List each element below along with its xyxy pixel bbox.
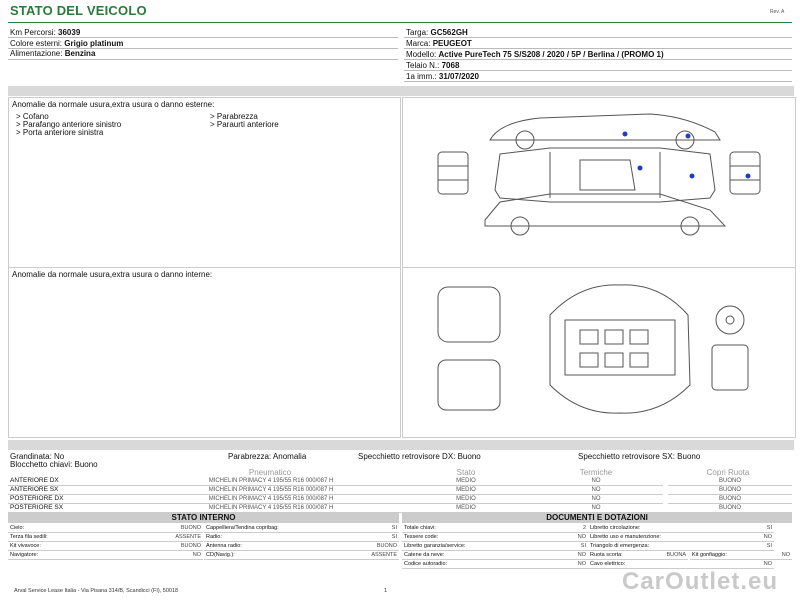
damage-dot (746, 174, 751, 179)
damage-dot (690, 174, 695, 179)
cell-value: NO (577, 534, 586, 540)
cell-value: SI (391, 534, 397, 540)
cell-label: Terza fila sedili: (10, 534, 48, 540)
cell-label: Libretto garanzia/service: (404, 543, 466, 549)
steering-wheel-icon (716, 306, 744, 334)
side-view-top (490, 114, 720, 140)
fuel-value: Benzina (64, 49, 96, 58)
cell-value: ASSENTE (175, 534, 201, 540)
cell-value: ASSENTE (371, 552, 397, 558)
document-cell (402, 560, 588, 569)
cover-header: Copri Ruota (706, 468, 750, 477)
damage-item: > Parafango anteriore sinistro (16, 120, 122, 129)
fuel-label: Alimentazione: (10, 49, 63, 58)
cell-label: Navigatore: (10, 552, 39, 558)
cell-label: Catene da neve: (404, 552, 445, 558)
cell-value: BUONA (666, 552, 686, 558)
cell-label: Antenna radio: (206, 543, 242, 549)
tyre-position: ANTERIORE SX (10, 486, 59, 493)
document-cell (588, 551, 688, 560)
divider (404, 70, 792, 71)
cell-value: NO (577, 552, 586, 558)
tyre-wear: NO (591, 496, 601, 502)
km-value: 36039 (58, 28, 81, 37)
cell-label: Libretto uso e manutenzione: (590, 534, 661, 540)
internal-state-cell (204, 533, 399, 542)
watermark: CarOutlet.eu (622, 568, 779, 595)
front-view (438, 152, 468, 194)
damage-item: > Cofano (16, 112, 49, 121)
tyre-wear: NO (591, 505, 601, 511)
internal-state-cell (204, 524, 399, 533)
tyre-state: MEDIO (456, 496, 476, 502)
internal-state-cell (8, 551, 203, 560)
divider (404, 81, 792, 82)
cell-label: Cielo: (10, 525, 25, 531)
color-value: Grigio platinum (64, 39, 124, 48)
mirror-right-status: Specchietto retrovisore DX: Buono (358, 452, 481, 461)
divider (404, 59, 792, 60)
tyre-table (8, 477, 663, 513)
header-divider (8, 22, 792, 23)
cover-row: BUONO (668, 486, 792, 495)
windshield-status: Parabrezza: Anomalia (228, 452, 307, 461)
color-label: Colore esterni: (10, 39, 63, 48)
fuel-row (10, 49, 95, 59)
km-label: Km Percorsi: (10, 28, 56, 37)
cell-label: CD(Navig.): (206, 552, 235, 558)
page-number: 1 (384, 588, 388, 594)
cover-table (668, 477, 792, 513)
plate-value: GC562GH (430, 28, 468, 37)
cell-label: Tessere code: (404, 534, 439, 540)
revision-label: Rev. A (770, 9, 785, 15)
internal-state-cell (8, 542, 203, 551)
external-damage-list-2 (210, 113, 279, 129)
document-cell (402, 533, 588, 542)
cell-value: BUONO (376, 543, 397, 549)
cell-value: NO (781, 552, 790, 558)
tyre-position: POSTERIORE SX (10, 504, 64, 511)
cell-value: 2 (582, 525, 586, 531)
frame-value: 7068 (441, 61, 460, 70)
tyre-model: MICHELIN PRIMACY 4 195/55 R16 000/087 H (208, 496, 334, 502)
damage-item: > Parabrezza (210, 112, 258, 121)
divider (404, 48, 792, 49)
tyre-state: MEDIO (456, 487, 476, 493)
internal-damage-panel (8, 267, 401, 438)
damage-dot (623, 132, 628, 137)
tyre-model: MICHELIN PRIMACY 4 195/55 R16 000/087 H (208, 487, 334, 493)
cell-value: SI (766, 525, 772, 531)
tyre-row (8, 495, 663, 504)
dashboard-view (438, 287, 500, 342)
rear-view (730, 152, 760, 194)
model-value: Active PureTech 75 S/S208 / 2020 / 5P / Berlina / (PROMO 1) (438, 50, 664, 59)
document-cell (402, 551, 588, 560)
frame-label: Telaio N.: (406, 61, 440, 70)
divider (8, 37, 398, 38)
section-band (8, 86, 794, 96)
page-title: STATO DEL VEICOLO (10, 3, 147, 18)
document-cell (402, 542, 588, 551)
hail-status: Grandinata: No (10, 452, 65, 461)
internal-state-cell (204, 542, 399, 551)
section-band (8, 440, 794, 450)
cell-label: Totale chiavi: (404, 525, 436, 531)
cover-row: BUONO (668, 504, 792, 513)
cover-row: BUONO (668, 495, 792, 504)
tyre-position: POSTERIORE DX (10, 495, 64, 502)
cell-label: Cavo elettrico: (590, 561, 626, 567)
document-cell (588, 542, 774, 551)
mirror-left-status: Specchietto retrovisore SX: Buono (578, 452, 701, 461)
cell-label: Kit vivavoce: (10, 543, 41, 549)
damage-item: > Paraurti anteriore (210, 120, 279, 129)
tyre-header: Pneumatico (248, 468, 292, 477)
cell-label: Triangolo di emergenza: (590, 543, 650, 549)
tyre-row (8, 486, 663, 495)
tyre-wear: NO (591, 478, 601, 484)
document-cell (588, 533, 774, 542)
document-cell (402, 524, 588, 533)
divider (8, 59, 398, 60)
damage-item: > Porta anteriore sinistra (16, 128, 104, 137)
external-damage-title: Anomalie da normale usura,extra usura o danno esterne: (12, 100, 215, 109)
internal-damage-title: Anomalie da normale usura,extra usura o danno interne: (12, 270, 213, 279)
registration-label: 1a imm.: (406, 72, 437, 81)
damage-dot (686, 134, 691, 139)
console-view (712, 345, 748, 390)
cell-value: NO (577, 561, 586, 567)
tyre-state: MEDIO (456, 478, 476, 484)
state-header: Stato (456, 468, 476, 477)
roof-outline (580, 160, 635, 190)
cell-label: Cappelliera/Tendina copribag: (206, 525, 279, 531)
cell-value: NO (192, 552, 201, 558)
document-cell (690, 551, 792, 560)
internal-state-title: STATO INTERNO (8, 512, 399, 523)
cover-row: BUONO (668, 477, 792, 486)
model-label: Modello: (406, 50, 437, 59)
cell-value: SI (391, 525, 397, 531)
cell-label: Ruota scorta: (590, 552, 623, 558)
cell-value: SI (580, 543, 586, 549)
cell-label: Libretto circolazione: (590, 525, 641, 531)
internal-state-cell (8, 524, 203, 533)
divider (8, 48, 398, 49)
cell-value: BUONO (180, 525, 201, 531)
cell-value: BUONO (180, 543, 201, 549)
damage-dot (638, 166, 643, 171)
internal-state-cell (204, 551, 399, 560)
brand-label: Marca: (406, 39, 431, 48)
internal-state-cell (8, 533, 203, 542)
side-view-bottom (485, 194, 725, 226)
cell-value: SI (766, 543, 772, 549)
tyre-model: MICHELIN PRIMACY 4 195/55 R16 000/087 H (208, 478, 334, 484)
tyre-model: MICHELIN PRIMACY 4 195/55 R16 000/087 H (208, 505, 334, 511)
trunk-view (438, 360, 500, 410)
tyre-state: MEDIO (456, 505, 476, 511)
document-cell (588, 524, 774, 533)
divider (404, 37, 792, 38)
plate-label: Targa: (406, 28, 429, 37)
tyre-wear: NO (591, 487, 601, 493)
documents-title: DOCUMENTI E DOTAZIONI (402, 512, 792, 523)
wear-header: Termiche (579, 468, 613, 477)
cell-label: Codice autoradio: (404, 561, 448, 567)
external-damage-list-1 (16, 113, 121, 137)
tyre-row (8, 477, 663, 486)
brand-value: PEUGEOT (432, 39, 472, 48)
key-lock-status: Blocchetto chiavi: Buono (10, 460, 98, 469)
tyre-position: ANTERIORE DX (10, 477, 59, 484)
footer-company: Arval Service Lease Italia - Via Pisana 314/B, Scandicci (FI), 50018 (14, 588, 179, 594)
registration-value: 31/07/2020 (438, 72, 479, 81)
cell-label: Radio: (206, 534, 222, 540)
cell-value: NO (763, 561, 772, 567)
cell-value: NO (763, 534, 772, 540)
car-external-diagram (430, 102, 770, 264)
interior-top-view (550, 285, 690, 413)
car-internal-diagram (430, 275, 770, 425)
cell-label: Kit gonfiaggio: (692, 552, 727, 558)
